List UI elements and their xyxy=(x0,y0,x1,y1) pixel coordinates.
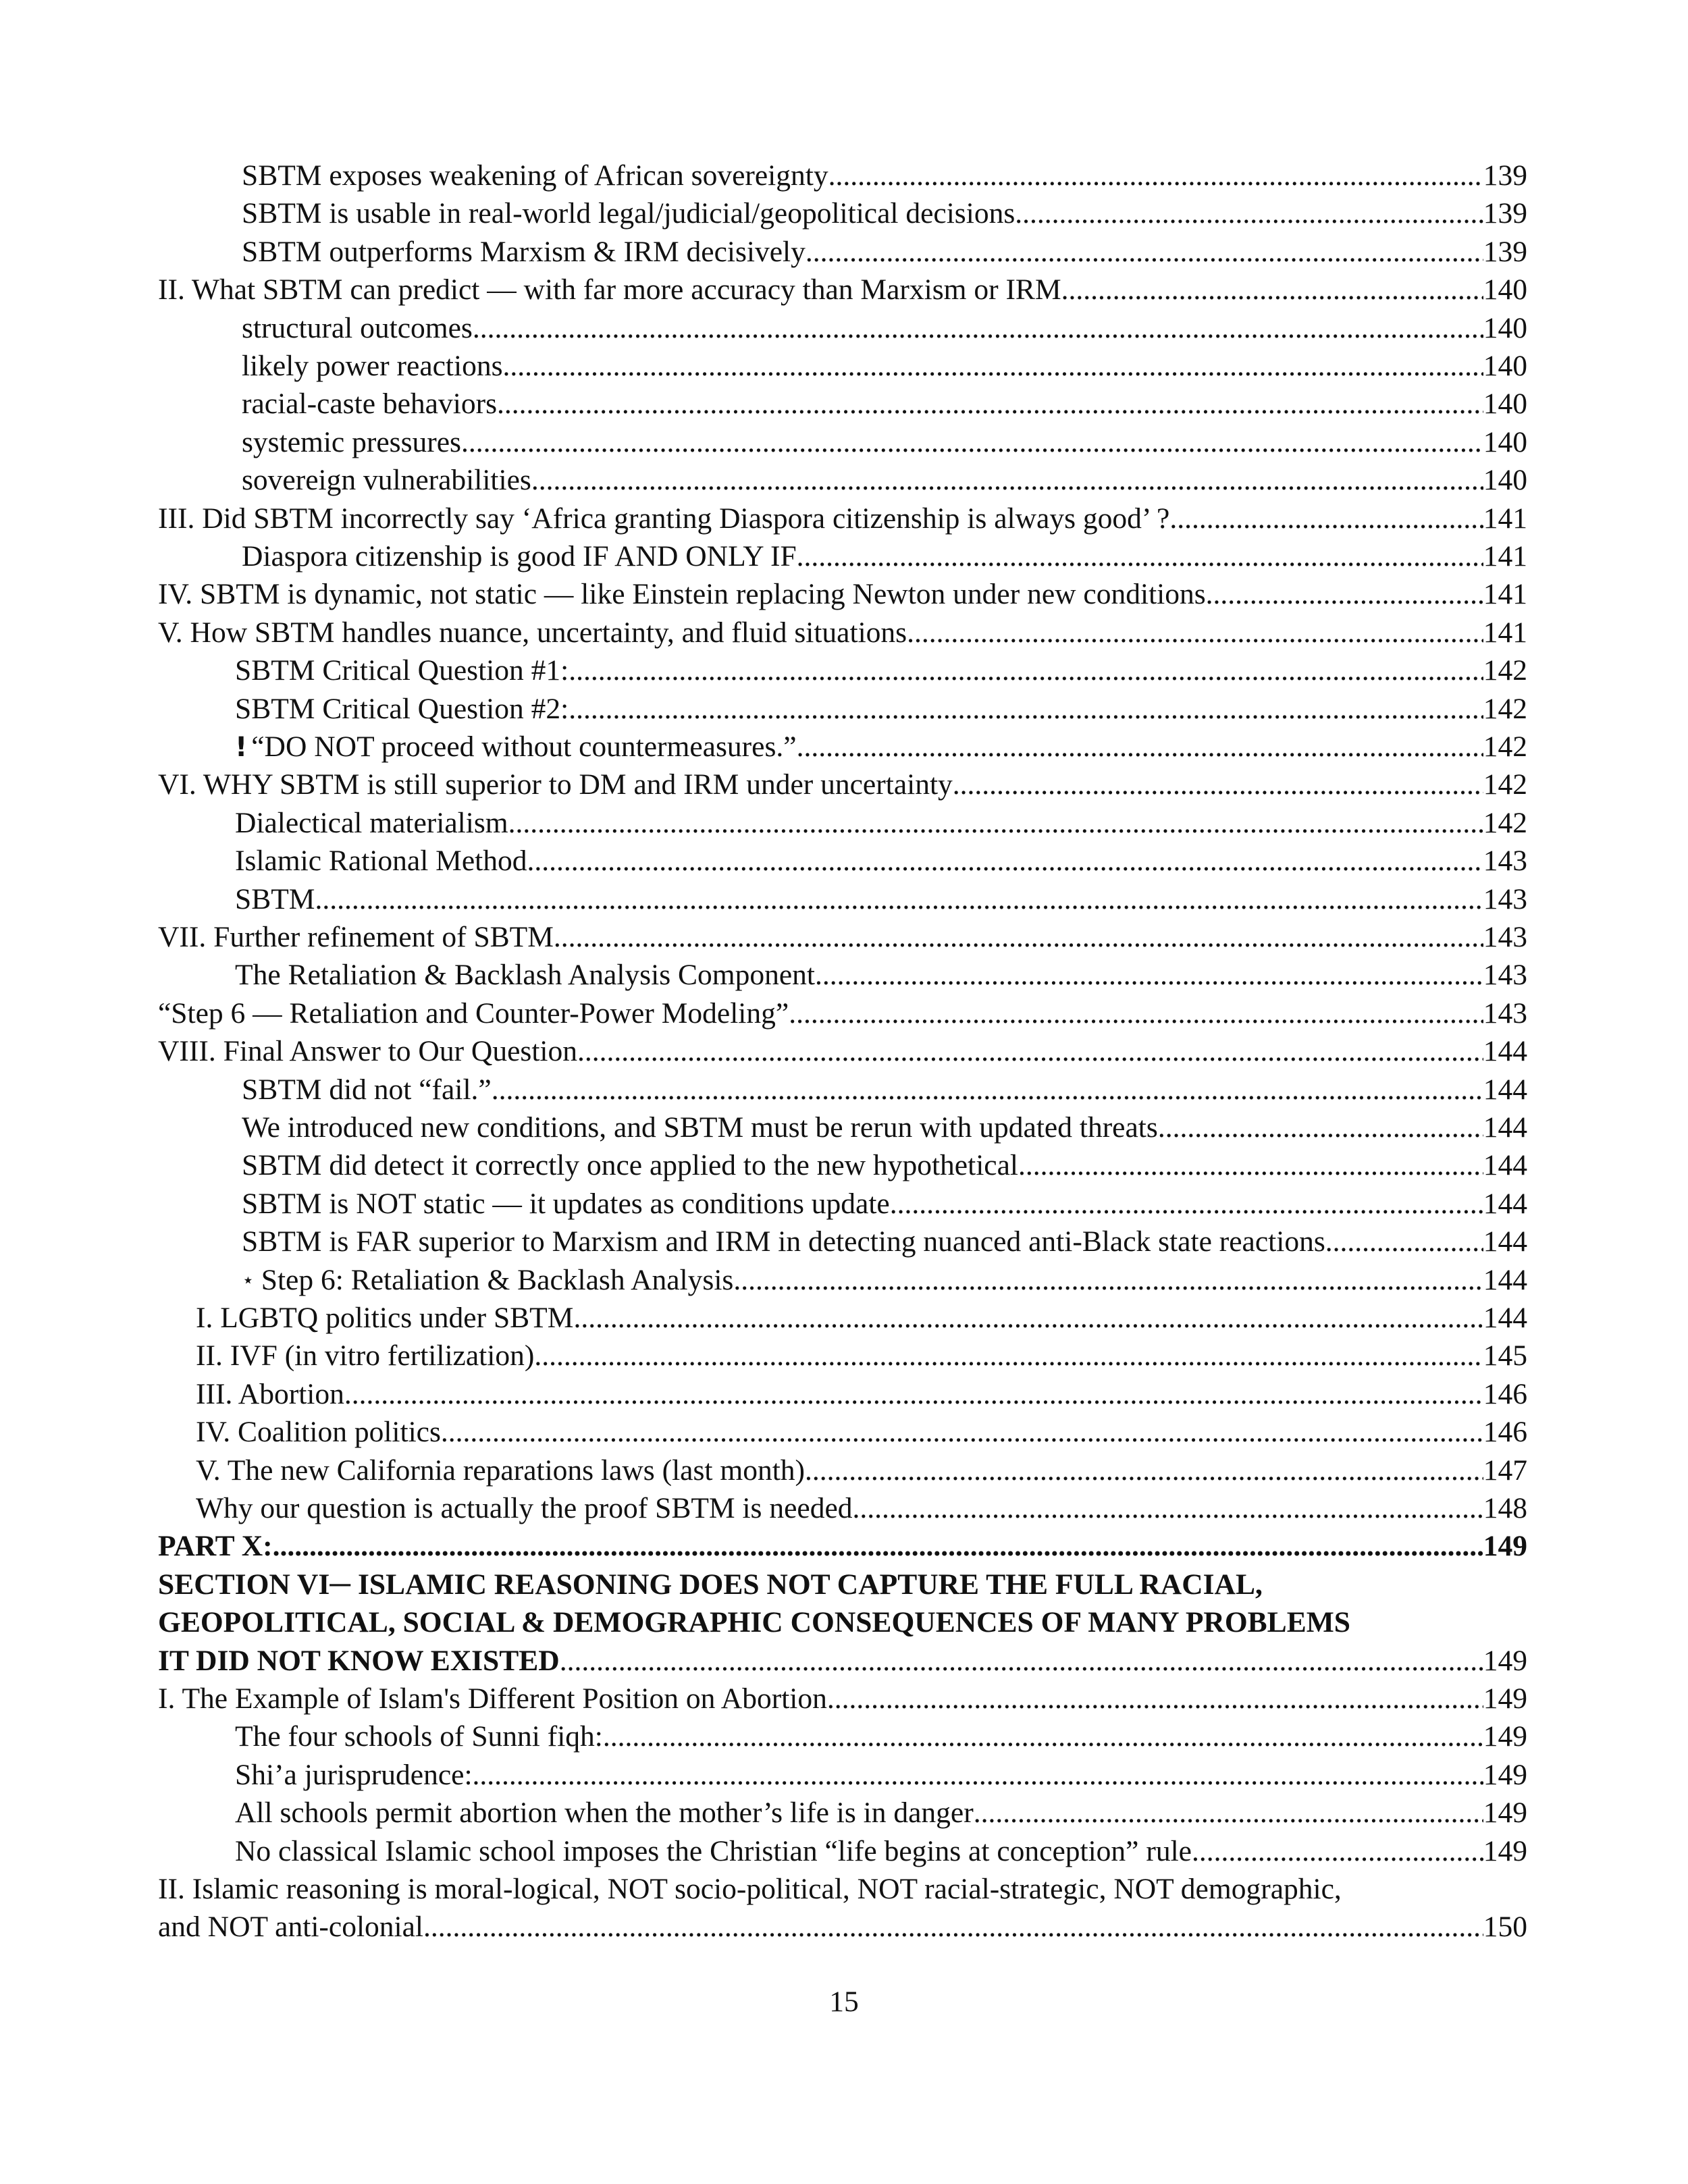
toc-entry-text: I. LGBTQ politics under SBTM xyxy=(196,1302,574,1334)
dot-leader xyxy=(1169,500,1483,537)
toc-entry[interactable] xyxy=(196,1337,1527,1375)
dot-leader xyxy=(527,842,1483,880)
toc-entry-title xyxy=(235,1794,974,1832)
dot-leader xyxy=(797,537,1483,575)
dot-leader xyxy=(423,1908,1483,1946)
toc-entry-title xyxy=(242,1261,733,1302)
toc-entry[interactable] xyxy=(158,575,1527,613)
toc-entry[interactable] xyxy=(242,233,1527,271)
toc-entry[interactable] xyxy=(235,1756,1527,1794)
toc-entry-text: III. Did SBTM incorrectly say ‘Africa granting Diaspora citizenship is always good’ ? xyxy=(158,502,1170,535)
toc-entry[interactable] xyxy=(158,500,1527,537)
toc-entry[interactable] xyxy=(158,1603,1527,1641)
toc-entry-page: 149 xyxy=(1483,1834,1527,1867)
toc-entry[interactable] xyxy=(242,347,1527,385)
toc-entry-text: IT DID NOT KNOW EXISTED xyxy=(158,1644,560,1677)
toc-entry-page: 144 xyxy=(1483,1111,1527,1144)
toc-entry-page: 140 xyxy=(1483,425,1527,458)
toc-entry-text: Shi’a jurisprudence: xyxy=(235,1758,473,1791)
dot-leader xyxy=(569,690,1483,728)
dot-leader xyxy=(1206,575,1483,613)
dot-leader xyxy=(497,385,1483,423)
toc-entry-page: 140 xyxy=(1483,388,1527,421)
toc-entry-page: 144 xyxy=(1483,1302,1527,1334)
toc-entry-text: VIII. Final Answer to Our Question xyxy=(158,1035,578,1068)
dot-leader xyxy=(827,1680,1483,1717)
dot-leader xyxy=(1015,194,1483,232)
toc-entry-page: 142 xyxy=(1483,654,1527,687)
toc-entry-text: IV. SBTM is dynamic, not static — like Einstein replacing Newton under new conditions xyxy=(158,578,1206,611)
toc-entry-title xyxy=(158,1032,577,1070)
toc-entry[interactable] xyxy=(235,1717,1527,1755)
toc-entry-title xyxy=(196,1299,573,1337)
toc-entry[interactable] xyxy=(242,309,1527,347)
toc-entry-page: 139 xyxy=(1483,159,1527,192)
toc-entry-page: 143 xyxy=(1483,996,1527,1030)
toc-entry-text: Step 6: Retaliation & Backlash Analysis xyxy=(261,1263,734,1296)
toc-entry-text: SBTM xyxy=(235,882,315,915)
toc-entry-title xyxy=(242,537,797,575)
toc-entry-title xyxy=(242,385,497,423)
toc-entry[interactable] xyxy=(235,690,1527,728)
toc-entry-page: 149 xyxy=(1483,1720,1527,1753)
toc-entry[interactable] xyxy=(158,766,1527,803)
dot-leader xyxy=(577,1032,1483,1070)
toc-entry-title xyxy=(242,194,1015,232)
toc-entry-text: SBTM is usable in real-world legal/judicial/geopolitical decisions xyxy=(242,197,1016,230)
toc-entry-title xyxy=(242,157,828,194)
toc-entry[interactable] xyxy=(242,1223,1527,1260)
toc-entry-text: SBTM exposes weakening of African sovereignty xyxy=(242,159,828,192)
toc-entry-page: 144 xyxy=(1483,1073,1527,1106)
toc-entry[interactable] xyxy=(235,956,1527,994)
toc-entry[interactable] xyxy=(196,1375,1527,1413)
toc-entry-text: SBTM outperforms Marxism & IRM decisively xyxy=(242,235,806,268)
toc-entry-text: structural outcomes xyxy=(242,311,473,344)
dot-leader xyxy=(492,1071,1483,1109)
toc-entry-text: and NOT anti-colonial xyxy=(158,1911,424,1944)
dot-leader xyxy=(560,1642,1483,1680)
toc-entry-title xyxy=(158,614,907,651)
toc-entry[interactable] xyxy=(242,423,1527,461)
toc-entry-text: SBTM did not “fail.” xyxy=(242,1073,492,1106)
toc-entry-text: IV. Coalition politics xyxy=(196,1416,441,1449)
toc-entry-title xyxy=(235,804,508,842)
toc-entry-page: 141 xyxy=(1483,540,1527,572)
dot-leader xyxy=(573,1299,1483,1337)
toc-entry[interactable] xyxy=(242,461,1527,499)
toc-entry-text: SBTM did detect it correctly once applied to the new hypothetical xyxy=(242,1149,1018,1182)
toc-entry-title xyxy=(235,1756,473,1794)
toc-entry[interactable] xyxy=(235,1794,1527,1832)
toc-entry[interactable] xyxy=(158,614,1527,651)
toc-entry[interactable] xyxy=(242,1261,1527,1299)
toc-entry-text: V. How SBTM handles nuance, uncertainty, and fluid situations xyxy=(158,616,907,649)
toc-entry-page: 140 xyxy=(1483,350,1527,382)
toc-entry-page: 144 xyxy=(1483,1225,1527,1258)
toc-entry-page: 142 xyxy=(1483,692,1527,725)
toc-entry-title xyxy=(158,1870,1342,1908)
toc-entry[interactable] xyxy=(158,1032,1527,1070)
toc-entry-page: 146 xyxy=(1483,1377,1527,1410)
toc-entry-page: 149 xyxy=(1483,1644,1527,1677)
toc-entry-title xyxy=(196,1375,344,1413)
toc-entry[interactable] xyxy=(196,1299,1527,1337)
toc-entry-text: Why our question is actually the proof SBTM is needed xyxy=(196,1492,853,1524)
toc-entry[interactable] xyxy=(235,880,1527,918)
toc-entry[interactable] xyxy=(242,157,1527,194)
toc-entry-title xyxy=(158,575,1206,613)
dot-leader xyxy=(907,614,1483,651)
dot-leader xyxy=(603,1717,1483,1755)
dot-leader xyxy=(1018,1146,1483,1184)
toc-entry-title xyxy=(235,1832,1192,1870)
dot-leader xyxy=(473,1756,1483,1794)
toc-entry-title xyxy=(235,956,815,994)
toc-entry-title xyxy=(158,766,953,803)
toc-entry[interactable] xyxy=(158,1527,1527,1565)
toc-entry-page: 142 xyxy=(1483,806,1527,839)
toc-entry-text: I. The Example of Islam's Different Position on Abortion xyxy=(158,1682,827,1715)
toc-entry-page: 149 xyxy=(1483,1758,1527,1791)
dot-leader xyxy=(1061,271,1483,309)
toc-entry[interactable] xyxy=(235,728,1527,766)
toc-entry[interactable] xyxy=(158,918,1527,956)
toc-entry-title xyxy=(196,1413,441,1451)
toc-entry-text: SBTM Critical Question #1: xyxy=(235,654,569,687)
toc-entry-page: 144 xyxy=(1483,1187,1527,1220)
toc-entry-title xyxy=(158,1527,273,1565)
toc-entry-page: 140 xyxy=(1483,464,1527,497)
dot-leader xyxy=(315,880,1483,918)
dot-leader xyxy=(828,157,1483,194)
toc-entry-page: 144 xyxy=(1483,1263,1527,1296)
dot-leader xyxy=(789,994,1483,1032)
toc-entry-page: 142 xyxy=(1483,768,1527,801)
toc-entry[interactable] xyxy=(196,1489,1527,1527)
toc-entry-page: 143 xyxy=(1483,959,1527,992)
dot-leader xyxy=(503,347,1483,385)
toc-entry-text: No classical Islamic school imposes the Christian “life begins at conception” rule xyxy=(235,1834,1192,1867)
dot-leader xyxy=(531,461,1483,499)
toc-entry-text: The four schools of Sunni fiqh: xyxy=(235,1720,603,1753)
toc-entry-text: VI. WHY SBTM is still superior to DM and IRM under uncertainty xyxy=(158,768,953,801)
toc-entry-title xyxy=(196,1337,534,1375)
toc-entry-page: 148 xyxy=(1483,1492,1527,1524)
toc-entry-page: 147 xyxy=(1483,1454,1527,1487)
toc-entry-title xyxy=(235,1717,603,1755)
toc-entry-page: 149 xyxy=(1483,1796,1527,1830)
toc-entry[interactable] xyxy=(235,842,1527,880)
toc-entry[interactable] xyxy=(235,651,1527,689)
dot-leader xyxy=(569,651,1483,689)
toc-entry-page: 149 xyxy=(1483,1530,1527,1563)
toc-entry-page: 139 xyxy=(1483,197,1527,230)
toc-entry-page: 145 xyxy=(1483,1339,1527,1373)
toc-entry-page: 140 xyxy=(1483,311,1527,344)
toc-entry-title xyxy=(242,1109,1158,1146)
toc-entry-title xyxy=(196,1489,853,1527)
toc-entry-page: 150 xyxy=(1483,1911,1527,1944)
toc-entry-text: sovereign vulnerabilities xyxy=(242,464,531,497)
toc-entry[interactable] xyxy=(158,1680,1527,1717)
dot-leader xyxy=(815,956,1483,994)
toc-entry-page: 146 xyxy=(1483,1416,1527,1449)
toc-entry[interactable] xyxy=(235,1832,1527,1870)
toc-entry-title xyxy=(235,880,315,918)
toc-entry-title xyxy=(242,1223,1333,1260)
toc-entry-page: 149 xyxy=(1483,1682,1527,1715)
toc-entry-text: “DO NOT proceed without countermeasures.” xyxy=(251,730,797,763)
dot-leader xyxy=(1333,1223,1483,1260)
toc-entry-text: SECTION VI─ ISLAMIC REASONING DOES NOT CAPTURE THE FULL RACIAL, xyxy=(158,1568,1263,1601)
toc-entry-page: 144 xyxy=(1483,1035,1527,1068)
toc-entry[interactable] xyxy=(235,804,1527,842)
page-number: 15 xyxy=(829,1986,859,2018)
toc-entry-text: likely power reactions xyxy=(242,350,503,382)
toc-entry[interactable] xyxy=(242,537,1527,575)
toc-entry-title xyxy=(235,728,797,766)
toc-entry-page: 144 xyxy=(1483,1149,1527,1182)
toc-entry-text: V. The new California reparations laws (last month) xyxy=(196,1454,806,1487)
toc-entry-page: 143 xyxy=(1483,882,1527,915)
toc-entry-page: 141 xyxy=(1483,616,1527,649)
toc-entry-text: II. What SBTM can predict — with far more accuracy than Marxism or IRM xyxy=(158,273,1061,307)
dot-leader xyxy=(473,309,1483,347)
toc-entry[interactable] xyxy=(196,1413,1527,1451)
dot-leader xyxy=(1192,1832,1483,1870)
dot-leader xyxy=(853,1489,1483,1527)
toc-entry-title xyxy=(235,842,527,880)
toc-entry-text: “Step 6 — Retaliation and Counter-Power Modeling” xyxy=(158,996,789,1030)
toc-entry-title xyxy=(196,1451,805,1489)
dot-leader xyxy=(890,1185,1483,1223)
toc-entry-text: SBTM is NOT static — it updates as conditions update xyxy=(242,1187,890,1220)
toc-entry-title xyxy=(242,1071,492,1109)
toc-entry[interactable] xyxy=(158,271,1527,309)
toc-entry[interactable] xyxy=(242,1146,1527,1184)
toc-entry-page: 141 xyxy=(1483,578,1527,611)
dot-leader xyxy=(273,1527,1483,1565)
toc-entry-title xyxy=(158,918,554,956)
toc-entry-title xyxy=(158,500,1169,537)
toc-entry[interactable] xyxy=(158,1642,1527,1680)
toc-entry-page: 143 xyxy=(1483,921,1527,953)
toc-entry-text: All schools permit abortion when the mother’s life is in danger xyxy=(235,1796,974,1830)
toc-entry-page: 143 xyxy=(1483,845,1527,878)
toc-entry-title xyxy=(242,461,531,499)
toc-entry-text: The Retaliation & Backlash Analysis Component xyxy=(235,959,815,992)
dot-leader xyxy=(974,1794,1483,1832)
toc-entry-text: II. IVF (in vitro fertilization) xyxy=(196,1339,535,1373)
toc-entry[interactable] xyxy=(158,1908,1527,1946)
toc-entry-text: PART X: xyxy=(158,1530,273,1563)
toc-entry-title xyxy=(158,271,1061,309)
toc-entry-title xyxy=(158,1566,1263,1603)
toc-entry-title xyxy=(158,1908,423,1946)
toc-entry-text: Diaspora citizenship is good IF AND ONLY IF xyxy=(242,540,797,572)
toc-entry-text: GEOPOLITICAL, SOCIAL & DEMOGRAPHIC CONSEQUENCES OF MANY PROBLEMS xyxy=(158,1606,1350,1639)
exclamation-icon: ! xyxy=(235,732,248,763)
toc-entry-text: Dialectical materialism xyxy=(235,806,508,839)
toc-entry-title xyxy=(158,994,789,1032)
dot-leader xyxy=(344,1375,1483,1413)
toc-entry[interactable] xyxy=(242,385,1527,423)
dot-leader xyxy=(1158,1109,1483,1146)
toc-entry-text: III. Abortion xyxy=(196,1377,344,1410)
toc-entry[interactable] xyxy=(242,1185,1527,1223)
star-icon: ⋆ xyxy=(242,1268,255,1292)
toc-entry[interactable] xyxy=(242,1071,1527,1109)
toc-entry-text: VII. Further refinement of SBTM xyxy=(158,921,554,953)
toc-entry-page: 139 xyxy=(1483,235,1527,268)
toc-entry-text: II. Islamic reasoning is moral-logical, NOT socio-political, NOT racial-strategic, NOT demographic, xyxy=(158,1873,1342,1905)
toc-entry-text: racial-caste behaviors xyxy=(242,388,497,421)
toc-entry-title xyxy=(242,423,461,461)
dot-leader xyxy=(461,423,1483,461)
toc-entry-title xyxy=(242,309,473,347)
dot-leader xyxy=(508,804,1483,842)
toc-entry-text: systemic pressures xyxy=(242,425,461,458)
toc-entry-title xyxy=(242,1185,890,1223)
toc-entry-title xyxy=(242,1146,1018,1184)
toc-entry-title xyxy=(242,233,806,271)
toc-entry-title xyxy=(158,1642,560,1680)
toc-entry-page: 140 xyxy=(1483,273,1527,307)
toc-entry-text: We introduced new conditions, and SBTM must be rerun with updated threats xyxy=(242,1111,1158,1144)
toc-entry-title xyxy=(158,1603,1350,1641)
toc-entry-title xyxy=(235,651,569,689)
toc-entry[interactable] xyxy=(158,994,1527,1032)
dot-leader xyxy=(953,766,1483,803)
toc-entry-text: SBTM Critical Question #2: xyxy=(235,692,569,725)
toc-entry[interactable] xyxy=(242,1109,1527,1146)
toc-entry[interactable] xyxy=(158,1566,1527,1603)
toc-entry[interactable] xyxy=(158,1870,1527,1908)
toc-entry[interactable] xyxy=(242,194,1527,232)
toc-entry-text: SBTM is FAR superior to Marxism and IRM in detecting nuanced anti-Black state reactions. xyxy=(242,1225,1333,1258)
toc-entry-title xyxy=(158,1680,827,1717)
dot-leader xyxy=(806,233,1483,271)
toc-entry-text: Islamic Rational Method xyxy=(235,845,527,878)
dot-leader xyxy=(797,728,1483,766)
toc-entry-title xyxy=(235,690,569,728)
toc-entry-page: 141 xyxy=(1483,502,1527,535)
dot-leader xyxy=(534,1337,1483,1375)
dot-leader xyxy=(733,1261,1483,1299)
dot-leader xyxy=(441,1413,1483,1451)
toc-entry-title xyxy=(242,347,503,385)
toc-entry[interactable] xyxy=(196,1451,1527,1489)
dot-leader xyxy=(554,918,1483,956)
dot-leader xyxy=(805,1451,1483,1489)
toc-entry-page: 142 xyxy=(1483,730,1527,763)
